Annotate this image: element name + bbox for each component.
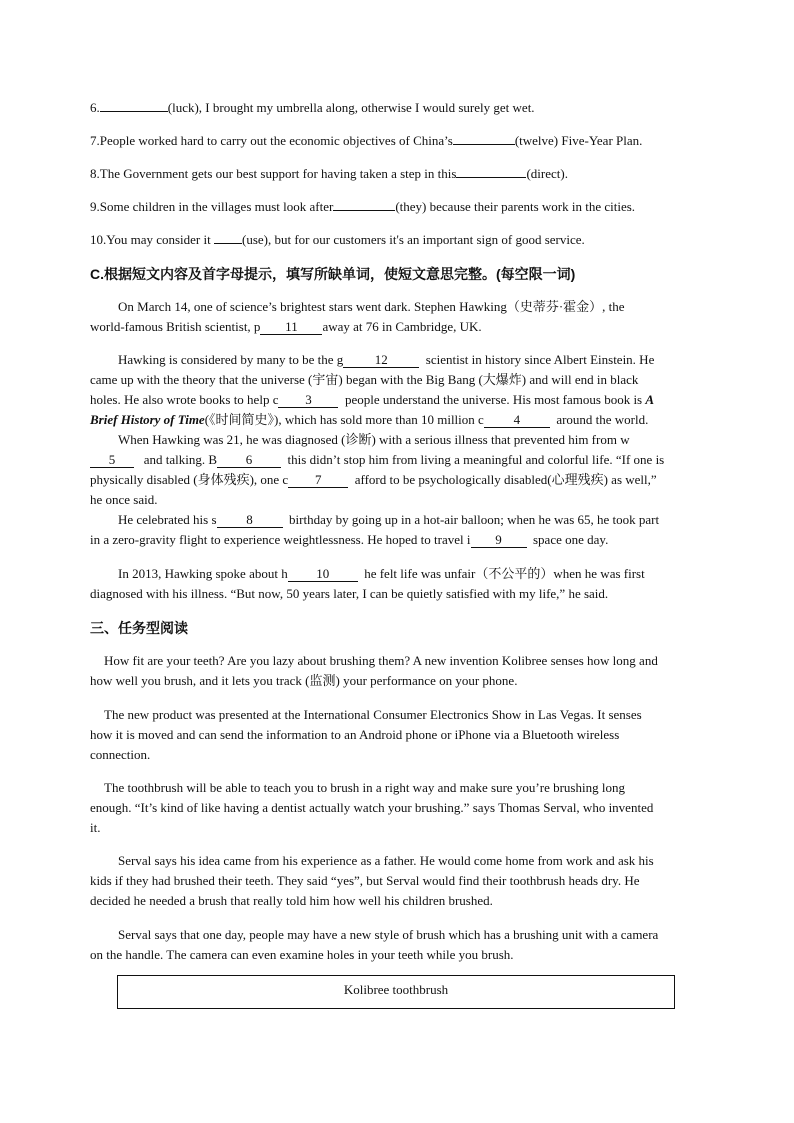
passage-text: afford to be psychologically disabled(心理残疾) as well,”: [354, 472, 657, 487]
passage-text: physically disabled (身体残疾), one c: [90, 472, 289, 487]
passage-text: birthday by going up in a hot-air balloon; when he was 65, he took part: [289, 512, 660, 527]
passage-line: [90, 470, 657, 490]
reading-line: connection.: [90, 747, 151, 762]
sentence-text: 10.You may consider it: [90, 232, 211, 247]
sentence-text: 7.People worked hard to carry out the economic objectives of China’s: [90, 133, 453, 148]
passage-line: diagnosed with his illness. “But now, 50 years later, I can be quietly satisfied with my life,” he said.: [90, 586, 609, 601]
answer-blank[interactable]: [333, 210, 395, 211]
reading-line: decided he needed a brush that really told him how well his children brushed.: [90, 893, 493, 908]
answer-blank-5[interactable]: 5: [90, 453, 134, 468]
reading-line: enough. “It’s kind of like having a dentist actually watch your brushing.” says Thomas Serval, who invented: [90, 800, 654, 815]
answer-blank-7[interactable]: 7: [288, 473, 348, 488]
answer-blank[interactable]: [100, 111, 168, 112]
passage-text: in a zero-gravity flight to experience weightlessness. He hoped to travel i: [90, 532, 471, 547]
passage-text: world-famous British scientist, p: [90, 319, 261, 334]
sentence-10: [90, 230, 585, 250]
answer-blank-8[interactable]: 8: [217, 513, 283, 528]
passage-line: came up with the theory that the universe (宇宙) began with the Big Bang (大爆炸) and will end in black: [90, 372, 639, 387]
answer-blank[interactable]: [456, 177, 526, 178]
answer-table: [117, 975, 675, 1009]
reading-line: How fit are your teeth? Are you lazy about brushing them? A new invention Kolibree senses how long and: [104, 653, 658, 668]
reading-line: The new product was presented at the International Consumer Electronics Show in Las Vegas. It senses: [104, 707, 642, 722]
book-title: A: [645, 392, 655, 407]
answer-blank-10[interactable]: 10: [288, 567, 358, 582]
passage-text: away at 76 in Cambridge, UK.: [322, 319, 482, 334]
passage-text: Hawking is considered by many to be the g: [118, 352, 344, 367]
passage-text: he felt life was unfair（不公平的）when he was first: [364, 566, 645, 581]
passage-text: In 2013, Hawking spoke about h: [118, 566, 288, 581]
passage-text: scientist in history since Albert Einstein. He: [425, 352, 655, 367]
reading-line: it.: [90, 820, 101, 835]
reading-line: kids if they had brushed their teeth. They said “yes”, but Serval would find their toothbrush heads dry. He: [90, 873, 640, 888]
sentence-text: 8.The Government gets our best support for having taken a step in this: [90, 166, 457, 181]
book-title: Brief History of Time: [90, 412, 205, 427]
reading-line: how well you brush, and it lets you track (监测) your performance on your phone.: [90, 673, 518, 688]
section-3-heading: 三、任务型阅读: [90, 620, 188, 636]
section-c-heading: C.根据短文内容及首字母提示，填写所缺单词，使短文意思完整。(每空限一词): [90, 266, 576, 282]
passage-text: people understand the universe. His most famous book is: [344, 392, 643, 407]
passage-line: [90, 390, 654, 410]
sentence-9: [90, 197, 635, 217]
answer-blank-3[interactable]: 3: [278, 393, 338, 408]
passage-text: around the world.: [556, 412, 649, 427]
sentence-text: (direct).: [526, 166, 568, 181]
passage-line: [90, 450, 664, 470]
passage-line: [118, 350, 654, 370]
sentence-7: [90, 131, 642, 151]
sentence-6: [90, 98, 535, 118]
reading-line: The toothbrush will be able to teach you to brush in a right way and make sure you’re brushing long: [104, 780, 625, 795]
passage-line: [90, 530, 608, 550]
reading-line: Serval says that one day, people may have a new style of brush which has a brushing unit with a camera: [118, 927, 659, 942]
sentence-8: [90, 164, 568, 184]
answer-blank-9[interactable]: 9: [471, 533, 527, 548]
answer-blank-4[interactable]: 4: [484, 413, 550, 428]
passage-text: this didn’t stop him from living a meaningful and colorful life. “If one is: [287, 452, 665, 467]
reading-line: Serval says his idea came from his experience as a father. He would come home from work and ask his: [118, 853, 654, 868]
reading-line: on the handle. The camera can even examine holes in your teeth while you brush.: [90, 947, 514, 962]
reading-line: how it is moved and can send the information to an Android phone or iPhone via a Bluetooth wireless: [90, 727, 620, 742]
passage-line: [90, 317, 482, 337]
passage-text: and talking. B: [143, 452, 218, 467]
passage-line: he once said.: [90, 492, 158, 507]
sentence-text: 9.Some children in the villages must look after: [90, 199, 334, 214]
sentence-text: (luck), I brought my umbrella along, otherwise I would surely get wet.: [167, 100, 535, 115]
sentence-text: (they) because their parents work in the cities.: [395, 199, 636, 214]
passage-line: On March 14, one of science’s brightest stars went dark. Stephen Hawking（史蒂芬·霍金）, the: [118, 299, 625, 314]
answer-blank-11[interactable]: 11: [260, 320, 322, 335]
passage-line: [118, 510, 659, 530]
passage-line: [118, 564, 645, 584]
passage-text: He celebrated his s: [118, 512, 217, 527]
sentence-number: 6.: [90, 100, 100, 115]
answer-blank[interactable]: [453, 144, 515, 145]
passage-text: (《时间简史》), which has sold more than 10 million c: [204, 412, 484, 427]
passage-line: [90, 410, 648, 430]
table-header: Kolibree toothbrush: [343, 982, 449, 997]
passage-text: space one day.: [533, 532, 609, 547]
sentence-text: (twelve) Five-Year Plan.: [514, 133, 643, 148]
answer-blank-6[interactable]: 6: [217, 453, 281, 468]
answer-blank-12[interactable]: 12: [343, 353, 419, 368]
answer-blank[interactable]: [214, 243, 242, 244]
passage-line: When Hawking was 21, he was diagnosed (诊断) with a serious illness that prevented him from w: [118, 432, 630, 447]
passage-text: holes. He also wrote books to help c: [90, 392, 279, 407]
sentence-text: (use), but for our customers it's an important sign of good service.: [241, 232, 585, 247]
